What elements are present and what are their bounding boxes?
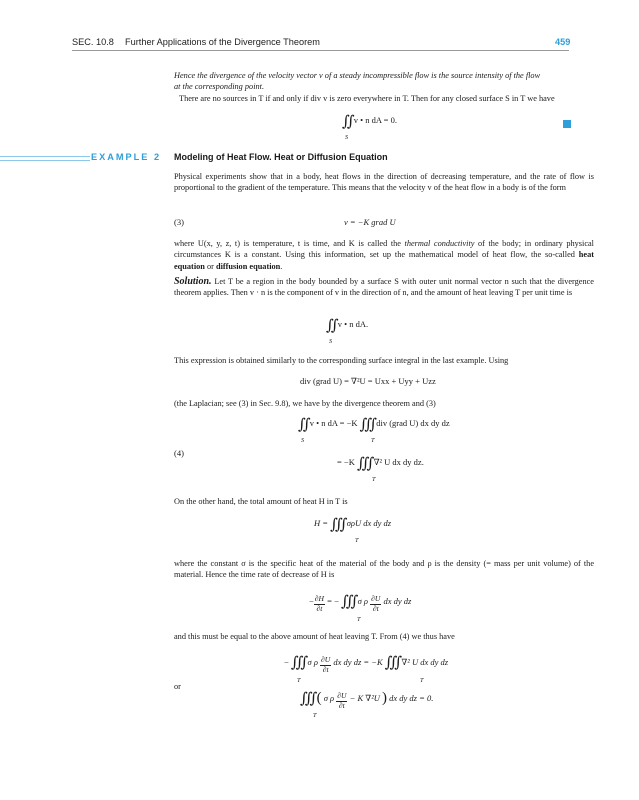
or-label: or xyxy=(174,682,181,691)
eq-source-free: ∫∫ v • n dA = 0. xyxy=(342,112,397,130)
eq-total-heat: H = ∫∫∫ σρU dx dy dz xyxy=(314,515,392,533)
example-para5: On the other hand, the total amount of heat H in T is xyxy=(174,497,348,506)
eq4-line2: = −K ∫∫∫ ∇² U dx dy dz. xyxy=(337,454,424,472)
eq4-sub-t1: T xyxy=(371,437,375,444)
double-integral-sign: ∫∫ xyxy=(326,316,336,334)
example-rule-bottom xyxy=(0,160,90,161)
page-number: 459 xyxy=(555,37,571,47)
example-para3: This expression is obtained similarly to the corresponding surface integral in the last example. Using xyxy=(174,356,509,365)
eq4-sub-t2: T xyxy=(372,476,376,483)
end-of-proof-icon xyxy=(563,120,571,128)
eq3: v = −K grad U xyxy=(344,217,396,227)
example-para2: where U(x, y, z, t) is temperature, t is time, and K is called the thermal conductivity of the body; in ordinary physical circumstances K is a constant. Using this information, set up the mathematical model of heat flow, the so-called heat equation or diffusion equation. xyxy=(174,239,594,271)
intro-text: There are no sources in T if and only if div v is zero everywhere in T. Then for any closed surface S in T we have xyxy=(179,94,555,103)
eq-sub-s: S xyxy=(345,134,349,141)
eq4-sub-s: S xyxy=(301,437,305,444)
example-para6: where the constant σ is the specific heat of the material of the body and ρ is the density (= mass per unit volume) of the material. Hence the time rate of decrease of H is xyxy=(174,559,594,580)
section-label: SEC. 10.8 xyxy=(72,37,114,47)
eq-h-sub-t: T xyxy=(355,537,359,544)
running-header xyxy=(72,37,320,47)
eq4-number: (4) xyxy=(174,448,184,458)
intro-italic: Hence the divergence of the velocity vector v of a steady incompressible flow is the source intensity of the flow at the corresponding point. xyxy=(174,71,541,92)
header-rule xyxy=(72,50,569,51)
solution-para: Solution. Let T be a region in the body bounded by a surface S with outer unit normal vector n such that the divergence theorem applies. Then v · n is the component of v in the direction of n, and the amount of heat leaving T per unit time is xyxy=(174,276,594,298)
eq-rate-sub-t: T xyxy=(357,616,361,623)
eq-balance: − ∫∫∫ σ ρ $\frac{\partial U}{\partial t}$ dx dy dz = −K ∫∫∫ ∇² U dx dy dz xyxy=(284,653,449,674)
double-integral-sign: ∫∫ xyxy=(342,112,352,130)
example-para7: and this must be equal to the above amount of heat leaving T. From (4) we thus have xyxy=(174,632,455,641)
eq-laplacian: div (grad U) = ∇²U = Uxx + Uyy + Uzz xyxy=(300,376,436,386)
section-title: Further Applications of the Divergence Theorem xyxy=(125,37,320,47)
eq-sub-s: S xyxy=(329,338,333,345)
eq-balance-sub-t2: T xyxy=(420,677,424,684)
eq-final: ∫∫∫ ( σ ρ $\frac{\partial U}{\partial t}$ − K ∇²U ) dx dy dz = 0. xyxy=(300,689,434,710)
eq-final-sub-t: T xyxy=(313,712,317,719)
example-rule-top xyxy=(0,156,90,157)
example-para1: Physical experiments show that in a body, heat flows in the direction of decreasing temperature, and the rate of flow is proportional to the gradient of the temperature. This means that the velocity v of the heat flow in a body is of the form xyxy=(174,172,594,193)
eq-balance-sub-t1: T xyxy=(297,677,301,684)
eq-heat-flux: ∫∫ v • n dA. xyxy=(326,316,369,334)
eq3-number: (3) xyxy=(174,217,184,227)
example-label: EXAMPLE 2 xyxy=(91,152,162,162)
eq-heat-rate: − $\frac{\partial H}{\partial t}$ = − ∫∫∫ σ ρ $\frac{\partial U}{\partial t}$ dx dy dz xyxy=(309,592,412,613)
eq4-line1: ∫∫ v • n dA = −K ∫∫∫ div (grad U) dx dy dz xyxy=(298,415,450,433)
example-para4: (the Laplacian; see (3) in Sec. 9.8), we have by the divergence theorem and (3) xyxy=(174,399,436,408)
example-title: Modeling of Heat Flow. Heat or Diffusion Equation xyxy=(174,152,388,162)
